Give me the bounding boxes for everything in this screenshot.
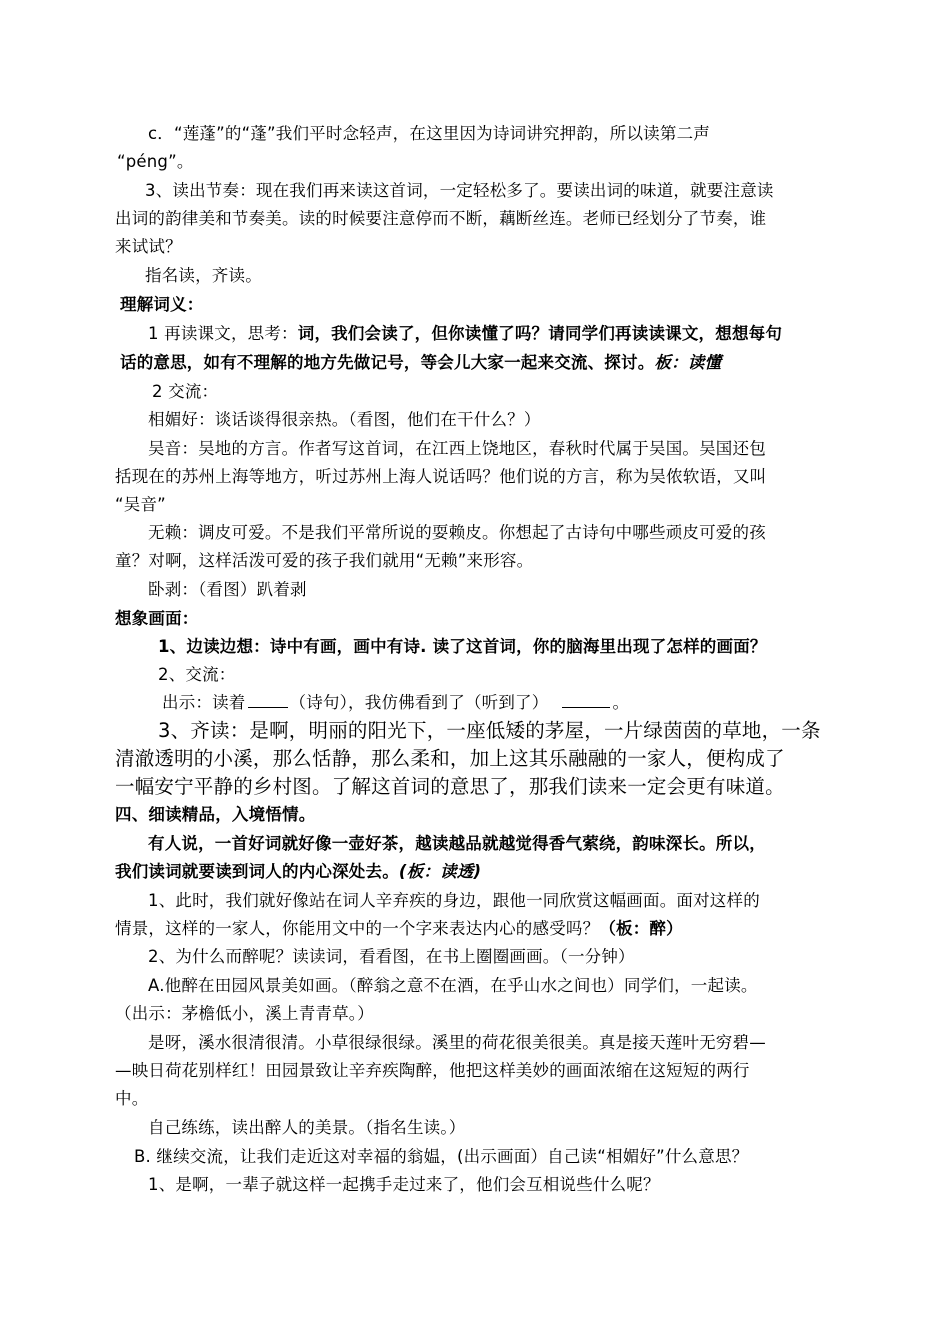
text-run: 1 再读课文，思考： xyxy=(148,324,298,343)
section-heading: 四、细读精品，入境悟情。 xyxy=(115,805,316,824)
paragraph-line: （出示：茅檐低小，溪上青青草。） xyxy=(115,1004,374,1023)
board-note: （板：醉） xyxy=(599,919,683,938)
paragraph-line xyxy=(120,352,721,374)
paragraph-line: “吴音” xyxy=(115,495,166,514)
paragraph-line: 1、边读边想：诗中有画，画中有诗. 读了这首词，你的脑海里出现了怎样的画面？ xyxy=(158,637,767,656)
paragraph-line xyxy=(148,323,782,345)
paragraph-line: 括现在的苏州上海等地方，听过苏州上海人说话吗？他们说的方言，称为吴侬软语，又叫 xyxy=(115,467,767,486)
paragraph-line: 吴音：吴地的方言。作者写这首词，在江西上饶地区，春秋时代属于吴国。吴国还包 xyxy=(148,439,766,458)
paragraph-line: 中。 xyxy=(115,1089,149,1108)
paragraph-line: 清澈透明的小溪，那么恬静，那么柔和，加上这其乐融融的一家人，便构成了 xyxy=(115,747,785,770)
text-run: 情景，这样的一家人，你能用文中的一个字来表达内心的感受吗？ xyxy=(115,919,600,938)
paragraph-line: 一幅安宁平静的乡村图。了解这首词的意思了，那我们读来一定会更有味道。 xyxy=(115,775,785,798)
paragraph-line: 3、齐读：是啊，明丽的阳光下，一座低矮的茅屋，一片绿茵茵的草地，一条 xyxy=(158,719,821,742)
paragraph-line: “péng”。 xyxy=(117,152,194,171)
paragraph-line xyxy=(115,861,481,883)
board-note: (板：读透) xyxy=(398,862,482,881)
fill-in-prompt xyxy=(162,692,629,714)
paragraph-line: 2 交流： xyxy=(152,382,219,401)
paragraph-line: 1、此时，我们就好像站在词人辛弃疾的身边，跟他一同欣赏这幅画面。面对这样的 xyxy=(148,891,760,910)
paragraph-line: 2、交流： xyxy=(158,665,236,684)
text-run: （诗句），我仿佛看到了（听到了） xyxy=(289,693,549,712)
blank-line xyxy=(562,693,610,708)
bold-text-run: 词，我们会读了，但你读懂了吗？请同学们再读读课文，想想每句 xyxy=(297,324,783,343)
paragraph-line: 出词的韵律美和节奏美。读的时候要注意停而不断，藕断丝连。老师已经划分了节奏，谁 xyxy=(115,209,767,228)
paragraph-line: A.他醉在田园风景美如画。（醉翁之意不在酒，在乎山水之间也）同学们，一起读。 xyxy=(148,976,758,995)
board-note: 板：读懂 xyxy=(654,353,722,372)
paragraph-line: 无赖：调皮可爱。不是我们平常所说的耍赖皮。你想起了古诗句中哪些顽皮可爱的孩 xyxy=(148,523,766,542)
paragraph-line: 是呀，溪水很清很清。小草很绿很绿。溪里的荷花很美很美。真是接天莲叶无穷碧— xyxy=(148,1033,766,1052)
paragraph-line xyxy=(115,918,683,940)
paragraph-line: c．“莲蓬”的“蓬”我们平时念轻声，在这里因为诗词讲究押韵，所以读第二声 xyxy=(148,124,710,143)
paragraph-line: 指名读，齐读。 xyxy=(145,266,262,285)
paragraph-line: 2、为什么而醉呢？读读词，看看图，在书上圈圈画画。（一分钟） xyxy=(148,947,635,966)
paragraph-line: 来试试？ xyxy=(115,237,182,256)
text-run: 。 xyxy=(612,693,630,712)
paragraph-line: 自己练练，读出醉人的美景。（指名生读。） xyxy=(148,1118,466,1137)
paragraph-line: 相媚好：谈话谈得很亲热。（看图，他们在干什么？） xyxy=(148,410,541,429)
paragraph-line: 卧剥：（看图）趴着剥 xyxy=(148,580,307,599)
paragraph-line: B. 继续交流，让我们走近这对幸福的翁媪，(出示画面）自己读“相媚好”什么意思？ xyxy=(134,1147,749,1166)
text-run: 出示：读着 xyxy=(162,693,246,712)
blank-line xyxy=(248,693,288,708)
paragraph-line: 童？对啊，这样活泼可爱的孩子我们就用“无赖”来形容。 xyxy=(115,551,534,570)
paragraph-line: 3、读出节奏：现在我们再来读这首词，一定轻松多了。要读出词的味道，就要注意读 xyxy=(145,181,774,200)
paragraph-line: 有人说，一首好词就好像一壶好茶，越读越品就越觉得香气萦绕，韵味深长。所以， xyxy=(148,834,766,853)
paragraph-line: 1、是啊，一辈子就这样一起携手走过来了，他们会互相说些什么呢？ xyxy=(148,1175,660,1194)
paragraph-line: —映日荷花别样红！田园景致让辛弃疾陶醉，他把这样美妙的画面浓缩在这短短的两行 xyxy=(115,1061,750,1080)
bold-text-run: 我们读词就要读到词人的内心深处去。 xyxy=(115,862,399,881)
bold-text-run: 话的意思，如有不理解的地方先做记号，等会儿大家一起来交流、探讨。 xyxy=(120,353,655,372)
section-heading: 理解词义： xyxy=(120,295,204,314)
section-heading: 想象画面： xyxy=(115,609,199,628)
